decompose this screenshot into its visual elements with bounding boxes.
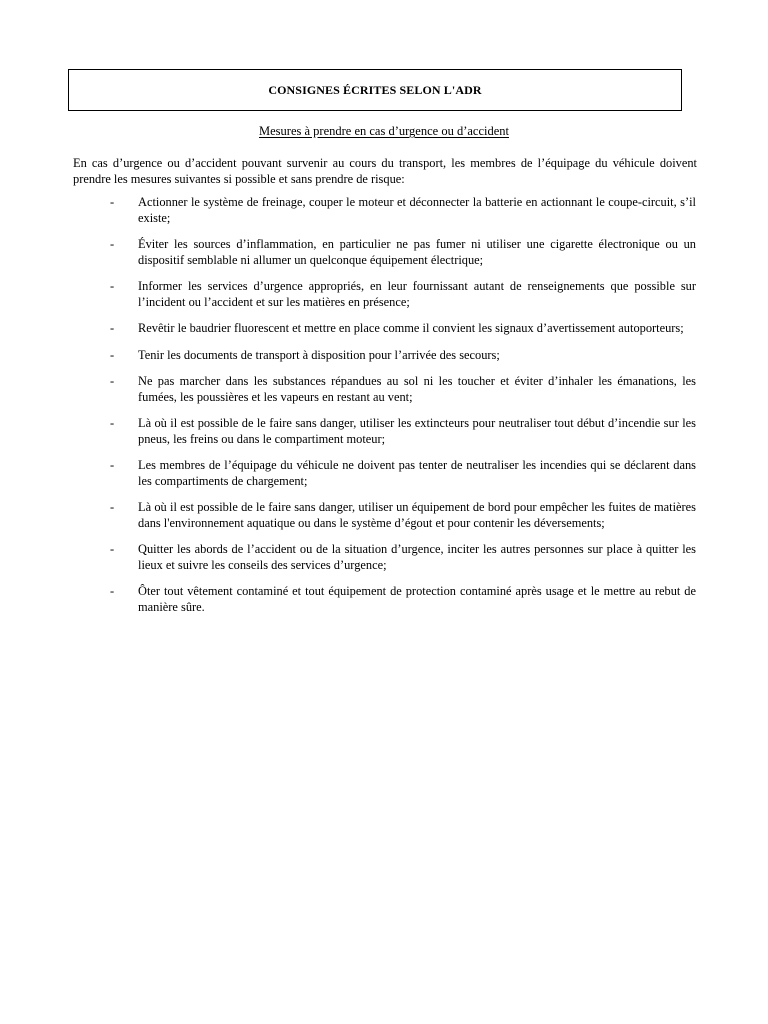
list-item-text: Ne pas marcher dans les substances répandues au sol ni les toucher et éviter d’inhaler les émanations, les fumées, les poussières et les vapeurs en restant au vent; (138, 374, 696, 404)
list-item (0, 237, 768, 268)
instruction-list (0, 195, 768, 626)
section-subtitle-text: Mesures à prendre en cas d’urgence ou d’accident (259, 124, 509, 138)
list-bullet: - (110, 500, 115, 514)
list-item-text: Les membres de l’équipage du véhicule ne doivent pas tenter de neutraliser les incendies qui se déclarent dans les compartiments de chargement; (138, 458, 696, 488)
list-bullet: - (110, 279, 115, 293)
list-item (0, 584, 768, 615)
document-title: CONSIGNES ÉCRITES SELON L'ADR (268, 82, 482, 97)
list-bullet: - (110, 237, 115, 251)
list-item-text: Là où il est possible de le faire sans danger, utiliser les extincteurs pour neutraliser tout début d’incendie sur les pneus, les freins ou dans le compartiment moteur; (138, 416, 696, 446)
section-subtitle (0, 124, 768, 139)
list-item (0, 542, 768, 573)
list-item (0, 321, 768, 337)
intro-paragraph: En cas d’urgence ou d’accident pouvant survenir au cours du transport, les membres de l’équipage du véhicule doivent prendre les mesures suivantes si possible et sans prendre de risque: (73, 156, 697, 186)
list-bullet: - (110, 458, 115, 472)
list-item-text: Ôter tout vêtement contaminé et tout équipement de protection contaminé après usage et le mettre au rebut de manière sûre. (138, 584, 696, 614)
list-bullet: - (110, 416, 115, 430)
list-item (0, 279, 768, 310)
list-item (0, 416, 768, 447)
list-bullet: - (110, 374, 115, 388)
list-bullet: - (110, 195, 115, 209)
title-box (68, 69, 682, 111)
list-item-text: Là où il est possible de le faire sans danger, utiliser un équipement de bord pour empêcher les fuites de matières dans l'environnement aquatique ou dans le système d’égout et pour contenir les déversements; (138, 500, 696, 530)
list-bullet: - (110, 347, 115, 362)
list-item-text: Actionner le système de freinage, couper le moteur et déconnecter la batterie en actionnant le coupe-circuit, s’il existe; (138, 195, 696, 225)
list-item-text: Revêtir le baudrier fluorescent et mettre en place comme il convient les signaux d’avertissement autoporteurs; (138, 321, 684, 335)
list-item (0, 500, 768, 531)
list-item-text: Éviter les sources d’inflammation, en particulier ne pas fumer ni utiliser une cigarette électronique ou un dispositif semblable ni allumer un quelconque équipement électrique; (138, 237, 696, 267)
list-bullet: - (110, 542, 115, 556)
list-bullet: - (110, 584, 115, 598)
list-item (0, 374, 768, 405)
list-item-text: Informer les services d’urgence appropriés, en leur fournissant autant de renseignements que possible sur l’incident ou l’accident et sur les matières en présence; (138, 279, 696, 309)
list-bullet: - (110, 321, 115, 335)
list-item-text: Quitter les abords de l’accident ou de la situation d’urgence, inciter les autres personnes sur place à quitter les lieux et suivre les conseils des services d’urgence; (138, 542, 696, 572)
list-item-text: Tenir les documents de transport à disposition pour l’arrivée des secours; (138, 347, 500, 362)
list-item (0, 458, 768, 489)
list-item (0, 195, 768, 226)
list-item (0, 348, 768, 364)
